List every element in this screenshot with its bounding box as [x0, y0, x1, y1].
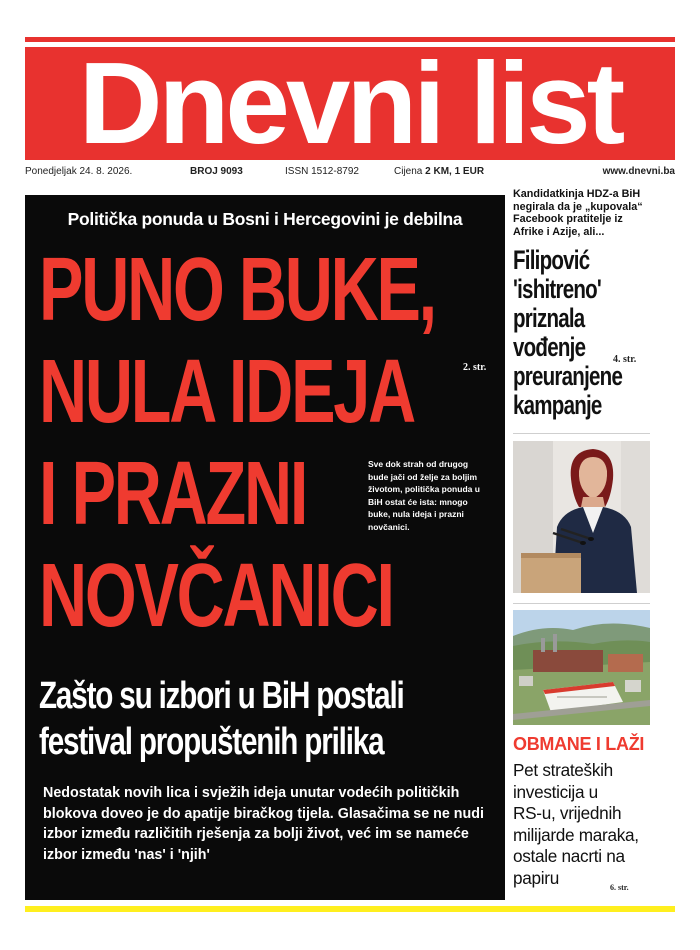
website-link[interactable]: www.dnevni.ba: [602, 166, 675, 177]
price-label: Cijena: [394, 166, 423, 177]
main-summary: Sve dok strah od drugog bude jači od želje za boljim životom, politička ponuda u BiH ostat će ista: mnogo buke, nula ideja i prazni novčanici.: [368, 459, 480, 532]
top-rule: [25, 37, 675, 42]
masthead: [25, 47, 675, 160]
masthead-title: Dnevni list: [78, 47, 622, 160]
issn: ISSN 1512-8792: [285, 166, 359, 177]
subhead-line: festival propuštenih prilika: [39, 721, 384, 763]
side-headline-line: vođenje: [513, 332, 586, 362]
side-headline-line: preuranjene: [513, 361, 623, 391]
side-headline-line: 'ishitreno': [513, 274, 602, 304]
main-kicker: Politička ponuda u Bosni i Hercegovini je debilna: [67, 209, 463, 229]
side-section-label: OBMANE I LAŽI: [513, 734, 645, 754]
side-headline: [513, 246, 642, 420]
side-kicker: Kandidatkinja HDZ-a BiH negirala da je „kupovala“ Facebook pratitelje iz Afrike i Azije, ali...: [513, 188, 643, 238]
divider: [513, 603, 650, 604]
sidebar-story-investicije[interactable]: [513, 760, 658, 889]
politician-photo: [513, 441, 650, 593]
side-page-ref-2: 6. str.: [610, 883, 629, 892]
side-headline-line: Filipović: [513, 245, 590, 275]
main-lead: Nedostatak novih lica i svježih ideja unutar vodećih političkih blokova doveo je do apatije biračkog tijela. Glasačima se ne nudi izbor između različitih rješenja za bolji život, već im se nameće izbor između 'nas' i 'njih': [43, 785, 484, 863]
headline-line: NULA IDEJA: [39, 342, 414, 442]
side-headline-line: priznala: [513, 303, 585, 333]
subhead-line: Zašto su izbori u BiH postali: [39, 675, 404, 717]
side-story-line: investicija u: [513, 781, 598, 802]
issue-number: BROJ 9093: [190, 166, 243, 177]
main-subhead: [39, 673, 505, 765]
main-page-ref: 2. str.: [463, 362, 487, 373]
side-story-line: papiru: [513, 867, 559, 888]
side-headline-line: kampanje: [513, 390, 602, 420]
price-value: 2 KM, 1 EUR: [425, 166, 485, 177]
bottom-rule: [25, 906, 675, 912]
side-page-ref: 4. str.: [613, 354, 637, 365]
side-story-line: Pet strateških: [513, 760, 613, 780]
main-story-panel: [25, 195, 505, 900]
headline-line: I PRAZNI: [39, 444, 307, 544]
side-story-line: RS-u, vrijednih: [513, 803, 622, 823]
industrial-complex-photo: [513, 610, 650, 725]
divider: [513, 433, 650, 434]
issue-date: Ponedjeljak 24. 8. 2026.: [25, 166, 133, 177]
headline-line: PUNO BUKE,: [39, 240, 435, 340]
info-bar: [25, 166, 675, 182]
side-story-line: ostale nacrti na: [513, 846, 625, 866]
headline-line: NOVČANICI: [39, 546, 393, 646]
side-story-line: milijarde maraka,: [513, 824, 639, 845]
